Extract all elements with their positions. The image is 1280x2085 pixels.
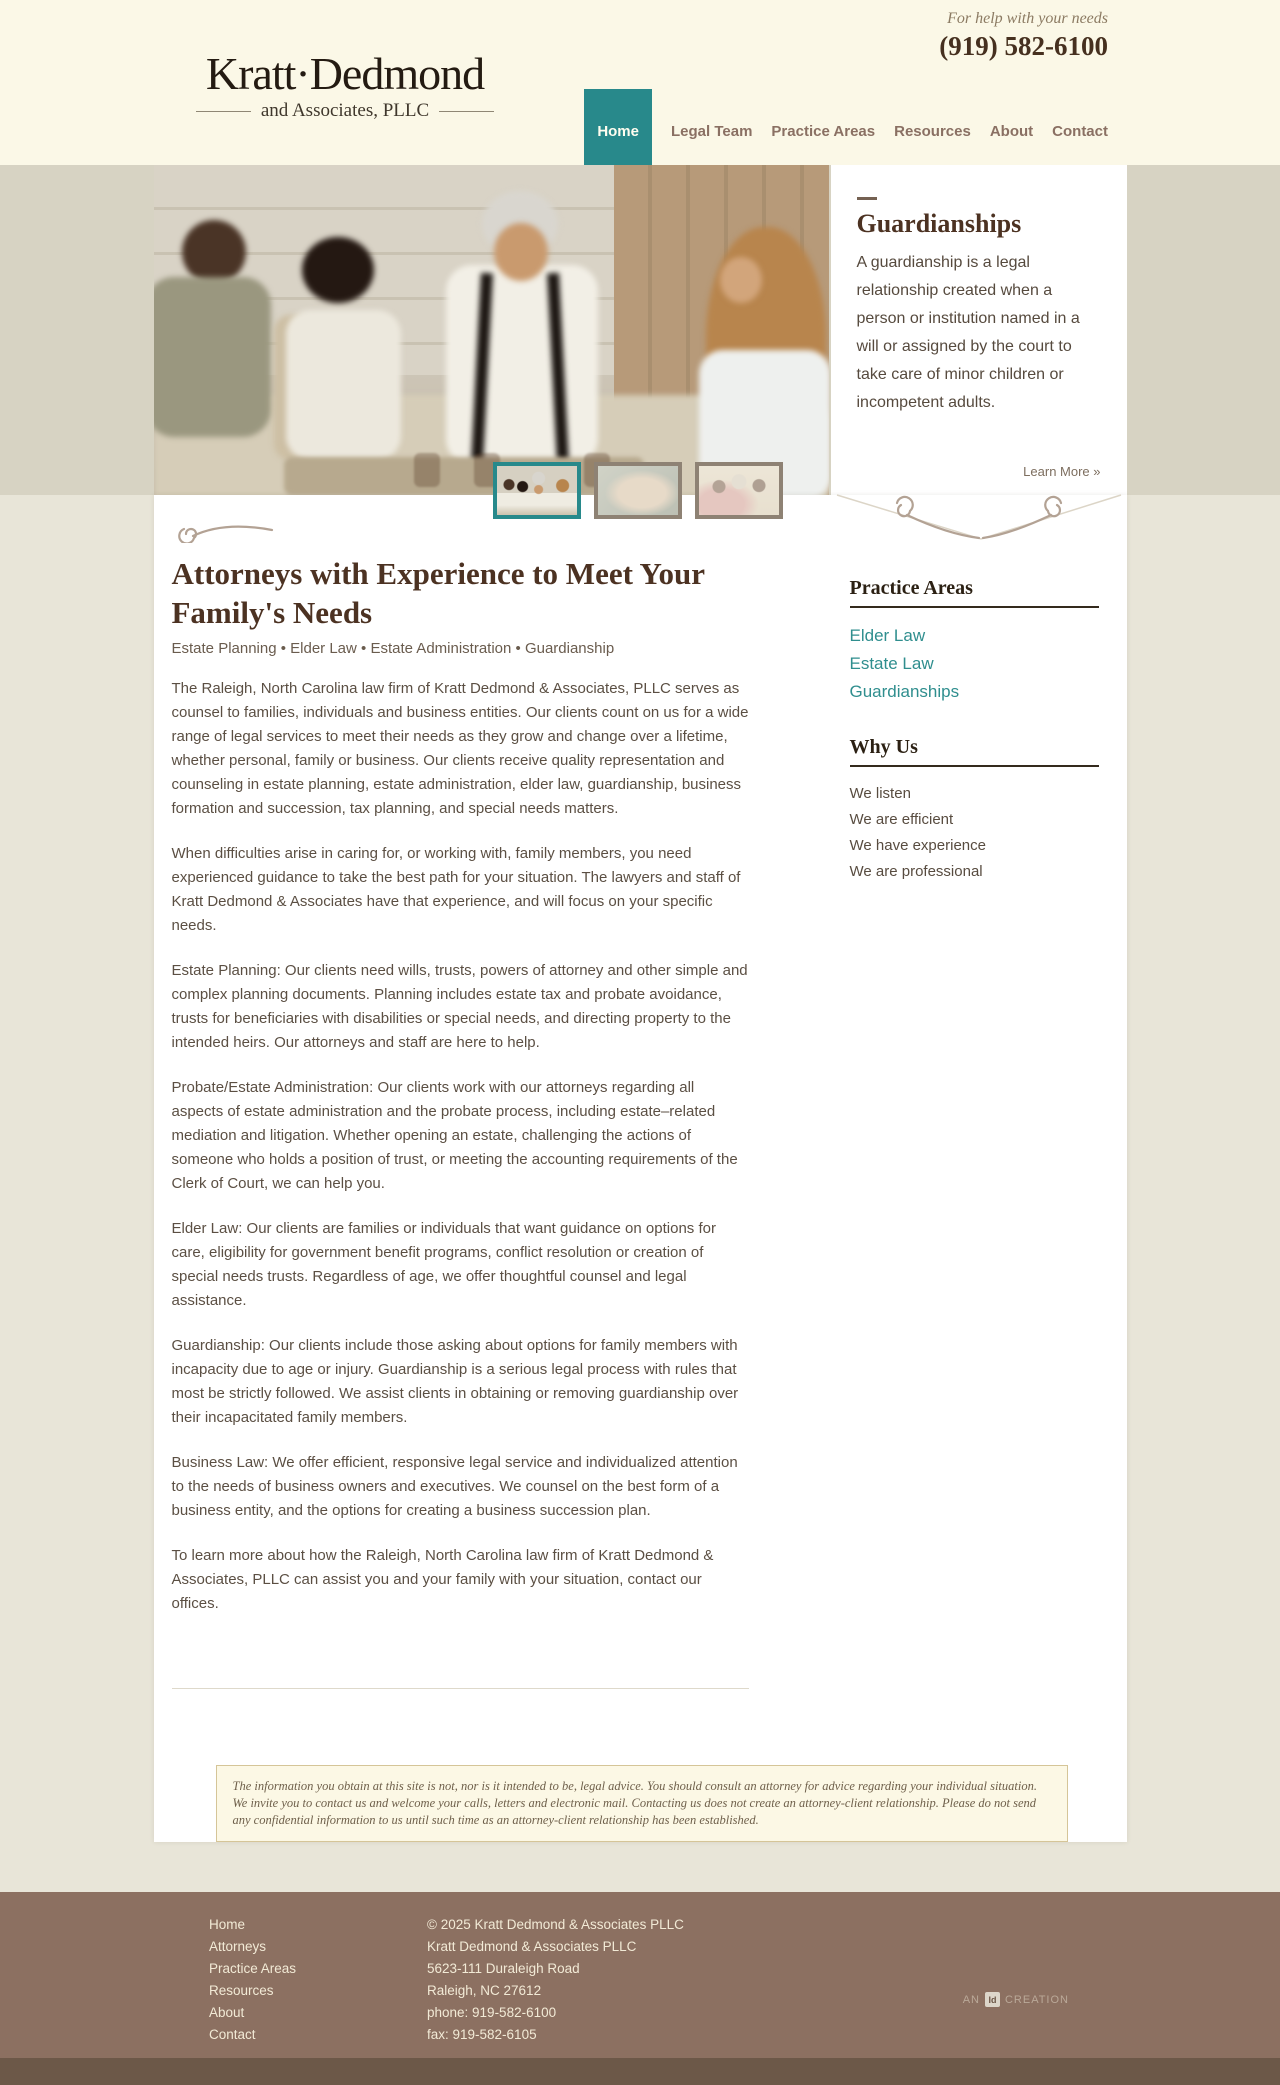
nav-item-legal-team[interactable]: Legal Team bbox=[671, 123, 753, 140]
hero-thumbnails bbox=[493, 462, 783, 519]
divider-swirl-icon bbox=[831, 493, 1127, 555]
footer-copyright: © 2025 Kratt Dedmond & Associates PLLC bbox=[427, 1917, 684, 1932]
logo-subtitle-row bbox=[180, 100, 510, 122]
footer-link-resources[interactable]: Resources bbox=[209, 1983, 274, 1998]
callout-title: Guardianships bbox=[856, 209, 1022, 238]
footer-phone: phone: 919-582-6100 bbox=[427, 2005, 557, 2020]
sidebar-link-guardianships[interactable]: Guardianships bbox=[849, 682, 960, 701]
thumbnail-family-generations[interactable] bbox=[695, 462, 783, 519]
callout-dash bbox=[857, 197, 877, 200]
credit-suffix: CREATION bbox=[1004, 1993, 1069, 2006]
nav-item-about[interactable]: About bbox=[989, 123, 1034, 140]
callout-body: A guardianship is a legal relationship created when a person or institution named in a will or assigned by the court to take care of minor children or incompetent adults. bbox=[856, 254, 1080, 411]
paragraph-closing: To learn more about how the Raleigh, North Carolina law firm of Kratt Dedmond & Associates, PLLC can assist you and your family with your situation, contact our offices. bbox=[171, 1547, 714, 1612]
site-footer bbox=[0, 1892, 1280, 2085]
why-us-item: We are professional bbox=[849, 863, 983, 880]
footer-link-attorneys[interactable]: Attorneys bbox=[209, 1939, 267, 1954]
site-header bbox=[0, 0, 1280, 165]
nav-item-contact[interactable]: Contact bbox=[1052, 123, 1108, 140]
paragraph-intro: The Raleigh, North Carolina law firm of Kratt Dedmond & Associates, PLLC serves as counsel to families, individuals and business entities. Our clients count on us for a wide range of legal services to meet their needs as they grow and change over a lifetime, whether personal, family or business. Our clients receive quality representation and counseling in estate planning, estate administration, elder law, guardianship, business formation and succession, tax planning, and special needs matters. bbox=[171, 680, 749, 817]
nav-item-resources[interactable]: Resources bbox=[894, 123, 971, 140]
logo-subtitle: and Associates, PLLC bbox=[260, 100, 430, 122]
content-divider bbox=[172, 1688, 749, 1689]
header-phone: (919) 582-6100 bbox=[939, 31, 1108, 61]
guardianships-callout bbox=[831, 165, 1127, 495]
footer-address-street: 5623-111 Duraleigh Road bbox=[427, 1961, 580, 1976]
footer-link-about[interactable]: About bbox=[209, 2005, 245, 2020]
why-us-item: We listen bbox=[849, 785, 911, 802]
learn-more-link[interactable]: Learn More » bbox=[1023, 464, 1101, 479]
footer-firm-info bbox=[427, 1914, 684, 2046]
creator-logo-icon: Id bbox=[985, 1992, 1000, 2007]
page-title: Attorneys with Experience to Meet Your Family's Needs bbox=[171, 556, 705, 630]
footer-link-home[interactable]: Home bbox=[209, 1917, 246, 1932]
credit-prefix: AN bbox=[962, 1993, 980, 2006]
why-us-item: We have experience bbox=[849, 837, 986, 854]
sidebar-link-elder-law[interactable]: Elder Law bbox=[849, 626, 926, 645]
footer-address-city: Raleigh, NC 27612 bbox=[427, 1983, 542, 1998]
footer-bottom-strip bbox=[0, 2058, 1280, 2085]
paragraph-business-law: Business Law: We offer efficient, responsive legal service and individualized attention to the needs of business owners and executives. We counsel on the best form of a business entity, and the options for creating a business succession plan. bbox=[171, 1454, 738, 1519]
footer-nav bbox=[209, 1914, 427, 2046]
why-us-item: We are efficient bbox=[849, 811, 954, 828]
site-credit[interactable] bbox=[963, 1992, 1069, 2007]
footer-link-contact[interactable]: Contact bbox=[209, 2027, 256, 2042]
header-tagline: For help with your needs bbox=[947, 10, 1108, 27]
hero-photo bbox=[154, 165, 829, 495]
legal-disclaimer: The information you obtain at this site is not, nor is it intended to be, legal advice. You should consult an attorney for advice regarding your individual situation. We invite you to contact us and welcome your calls, letters and electronic mail. Contacting us does not create an attorney-client relationship. Please do not send any confidential information to us until such time as an attorney-client relationship has been established. bbox=[216, 1765, 1068, 1842]
content-area bbox=[154, 495, 1127, 1842]
sidebar-title-why-us: Why Us bbox=[850, 736, 1099, 767]
swirl-flourish-icon bbox=[172, 517, 277, 543]
nav-item-home[interactable]: Home bbox=[584, 89, 652, 165]
header-contact bbox=[939, 10, 1108, 62]
paragraph-probate: Probate/Estate Administration: Our clients work with our attorneys regarding all aspects of estate administration and the probate process, including estate–related mediation and litigation. Whether opening an estate, challenging the actions of someone who holds a position of trust, or meeting the accounting requirements of the Clerk of Court, we can help you. bbox=[171, 1079, 738, 1192]
sidebar-title-practice-areas: Practice Areas bbox=[850, 577, 1099, 608]
main-nav bbox=[584, 89, 1108, 165]
thumbnail-family-meeting[interactable] bbox=[493, 462, 581, 519]
page-subtitle: Estate Planning • Elder Law • Estate Administration • Guardianship bbox=[171, 640, 615, 657]
paragraph-elder-law: Elder Law: Our clients are families or individuals that want guidance on options for care, eligibility for government benefit programs, conflict resolution or creation of special needs trusts. Regardless of age, we offer thoughtful counsel and legal assistance. bbox=[171, 1220, 716, 1309]
sidebar bbox=[850, 517, 1099, 1689]
thumbnail-caring-hands[interactable] bbox=[594, 462, 682, 519]
logo-rule-left bbox=[196, 111, 251, 112]
paragraph-estate-planning: Estate Planning: Our clients need wills, trusts, powers of attorney and other simple and complex planning documents. Planning includes estate tax and probate avoidance, trusts for beneficiaries with disabilities or special needs, and directing property to the intended heirs. Our attorneys and staff are here to help. bbox=[171, 962, 748, 1051]
paragraph-guardianship: Guardianship: Our clients include those asking about options for family members with incapacity due to age or injury. Guardianship is a serious legal process with rules that most be strictly followed. We assist clients in obtaining or removing guardianship over their incapacitated family members. bbox=[171, 1337, 739, 1426]
logo-name: Kratt·Dedmond bbox=[205, 48, 485, 99]
hero-band bbox=[0, 165, 1280, 495]
footer-fax: fax: 919-582-6105 bbox=[427, 2027, 537, 2042]
paragraph-guidance: When difficulties arise in caring for, or working with, family members, you need experienced guidance to take the best path for your situation. The lawyers and staff of Kratt Dedmond & Associates have that experience, and will focus on your specific needs. bbox=[171, 845, 741, 934]
firm-logo[interactable] bbox=[180, 50, 510, 122]
sidebar-link-estate-law[interactable]: Estate Law bbox=[849, 654, 934, 673]
main-column bbox=[172, 517, 749, 1689]
nav-item-practice-areas[interactable]: Practice Areas bbox=[771, 123, 876, 140]
footer-firm-name: Kratt Dedmond & Associates PLLC bbox=[427, 1939, 637, 1954]
logo-rule-right bbox=[439, 111, 494, 112]
footer-link-practice-areas[interactable]: Practice Areas bbox=[209, 1961, 297, 1976]
